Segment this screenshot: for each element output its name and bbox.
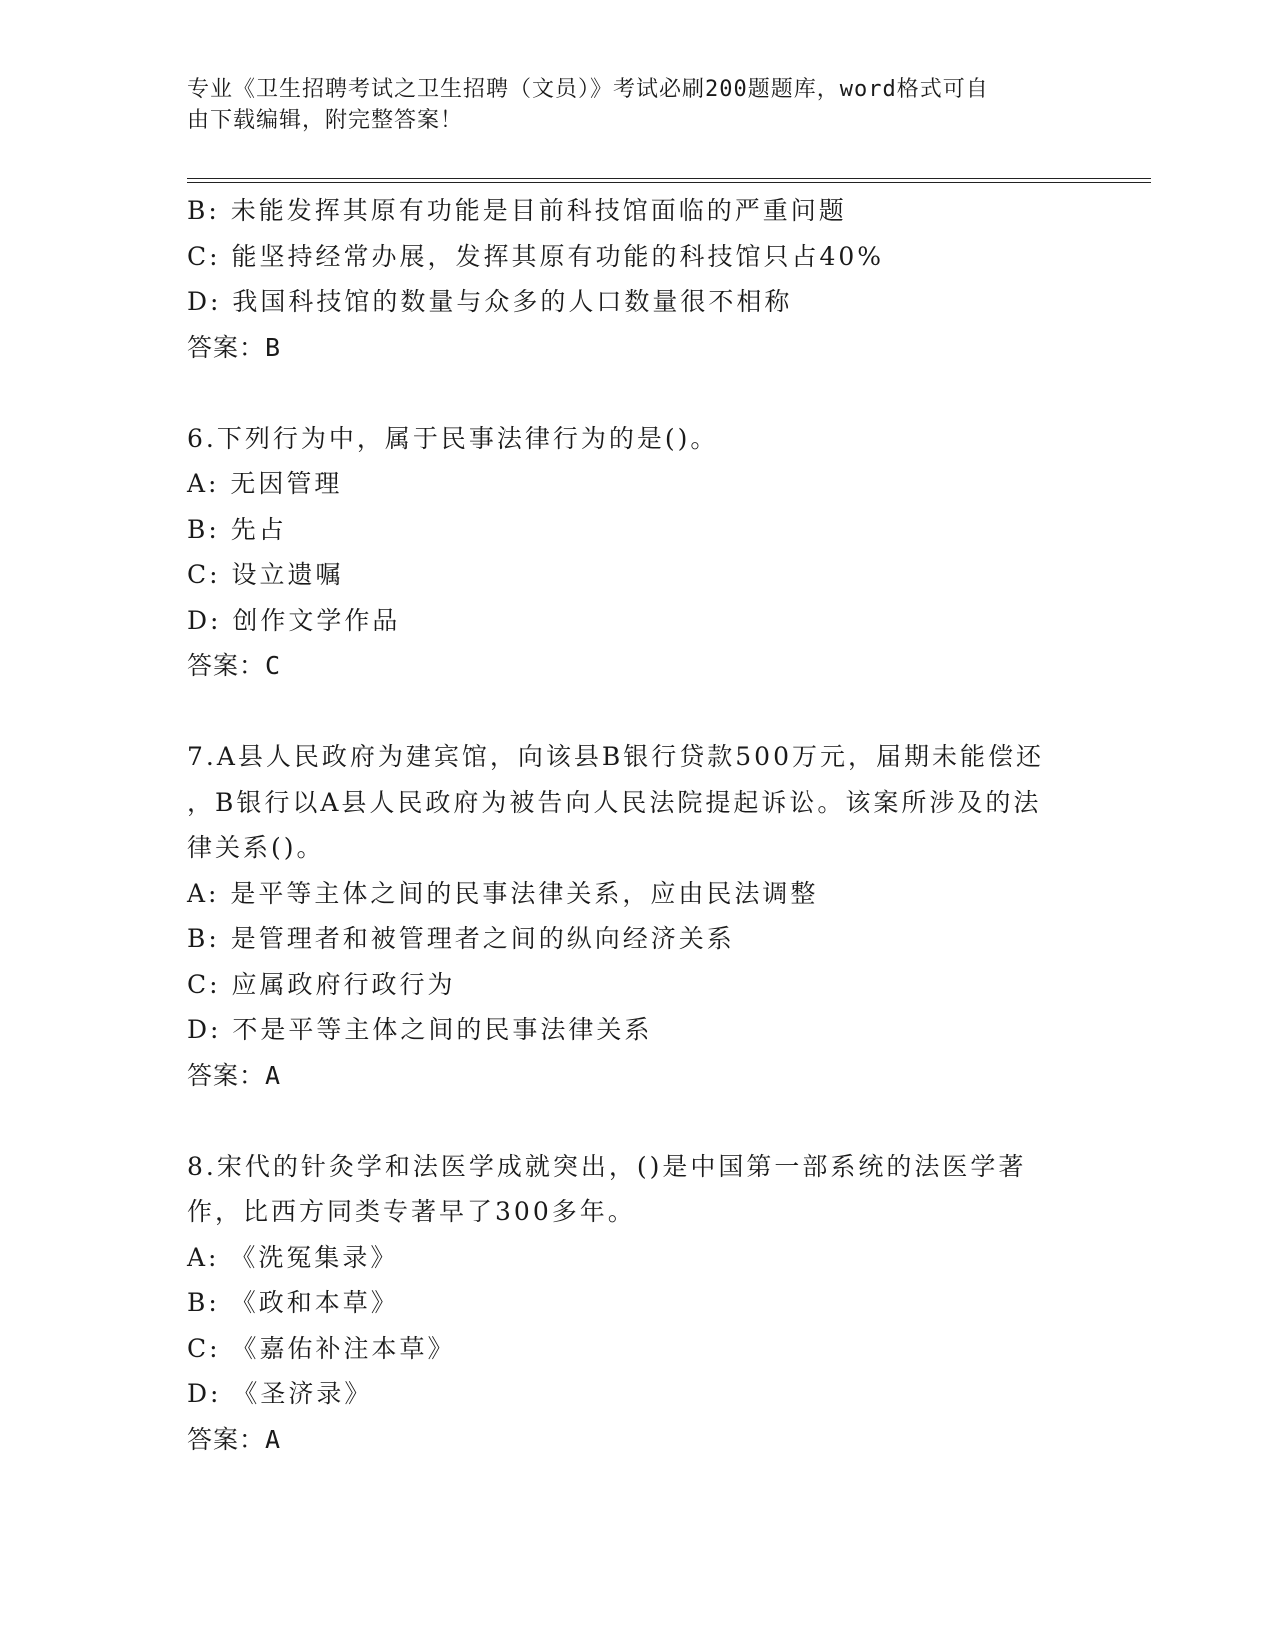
option-c: C: 设立遗嘱 <box>187 560 344 589</box>
answer: 答案：A <box>187 1060 282 1090</box>
question-list <box>187 188 1087 1462</box>
answer: 答案：B <box>187 332 282 362</box>
option-d: D: 不是平等主体之间的民事法律关系 <box>187 1015 653 1044</box>
header-line-2: 由下载编辑，附完整答案！ <box>187 108 464 133</box>
answer: 答案：A <box>187 1424 282 1454</box>
option-a: A: 《洗冤集录》 <box>187 1242 399 1272</box>
answer: 答案：C <box>187 651 282 680</box>
option-a: A: 无因管理 <box>187 469 343 498</box>
question-stem-line-2: ，B银行以A县人民政府为被告向人民法院提起诉讼。该案所涉及的法 <box>187 787 1042 817</box>
question-stem: 6.下列行为中，属于民事法律行为的是()。 <box>187 423 719 453</box>
header-divider-top <box>187 178 1151 179</box>
option-d: D: 我国科技馆的数量与众多的人口数量很不相称 <box>187 287 793 316</box>
spacer <box>187 689 1087 735</box>
header-line-1: 专业《卫生招聘考试之卫生招聘（文员）》考试必刷200题题库，word格式可自 <box>187 77 989 102</box>
spacer <box>187 370 1087 416</box>
option-d: D: 创作文学作品 <box>187 605 401 635</box>
header-divider-bottom <box>187 182 1151 183</box>
question-8 <box>187 1144 1087 1463</box>
option-b: B: 未能发挥其原有功能是目前科技馆面临的严重问题 <box>187 196 847 225</box>
document-header <box>187 74 1067 136</box>
question-6 <box>187 416 1087 689</box>
option-b: B: 是管理者和被管理者之间的纵向经济关系 <box>187 924 735 953</box>
question-stem-line-1: 7.A县人民政府为建宾馆，向该县B银行贷款500万元，届期未能偿还 <box>187 742 1044 771</box>
option-c: C: 应属政府行政行为 <box>187 969 456 999</box>
spacer <box>187 1098 1087 1144</box>
option-c: C: 能坚持经常办展，发挥其原有功能的科技馆只占40% <box>187 241 885 271</box>
question-7 <box>187 734 1087 1098</box>
question-stem-line-3: 律关系()。 <box>187 833 325 862</box>
question-stem-line-2: 作，比西方同类专著早了300多年。 <box>187 1197 636 1226</box>
option-a: A: 是平等主体之间的民事法律关系，应由民法调整 <box>187 878 819 908</box>
question-stem-line-1: 8.宋代的针灸学和法医学成就突出，()是中国第一部系统的法医学著 <box>187 1151 1027 1181</box>
option-b: B: 《政和本草》 <box>187 1288 399 1317</box>
option-b: B: 先占 <box>187 514 287 544</box>
option-d: D: 《圣济录》 <box>187 1379 373 1408</box>
option-c: C: 《嘉佑补注本草》 <box>187 1333 456 1363</box>
question-5 <box>187 188 1087 370</box>
